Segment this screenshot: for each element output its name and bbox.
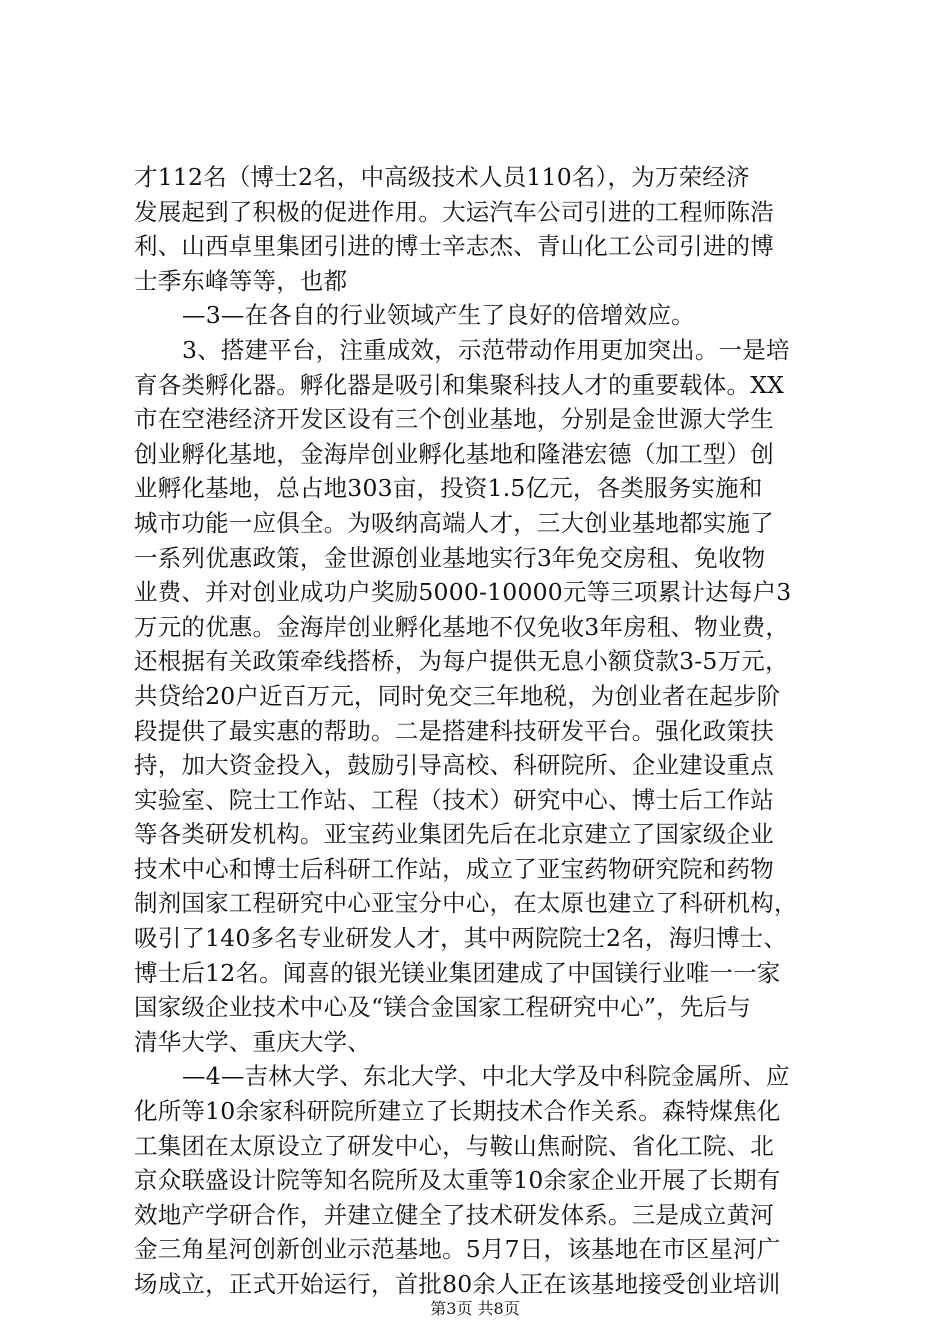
text-line: 万元的优惠。金海岸创业孵化基地不仅免收3年房租、物业费，: [134, 612, 790, 641]
text-line: 3、搭建平台，注重成效，示范带动作用更加突出。一是培: [182, 335, 790, 364]
text-line: 清华大学、重庆大学、: [134, 1027, 371, 1056]
text-line: —3—在各自的行业领域产生了良好的倍增效应。: [182, 301, 695, 330]
text-line: 才112名（博士2名，中高级技术人员110名），为万荣经济: [134, 163, 750, 191]
text-line: 场成立，正式开始运行，首批80余人正在该基地接受创业培训: [134, 1270, 781, 1298]
text-line: 市在空港经济开发区设有三个创业基地，分别是金世源大学生: [134, 405, 774, 434]
text-line: 育各类孵化器。孵化器是吸引和集聚科技人才的重要载体。XX: [134, 370, 785, 399]
text-line: 业费、并对创业成功户奖励5000-10000元等三项累计达每户3: [134, 578, 792, 607]
text-line: 实验室、院士工作站、工程（技术）研究中心、博士后工作站: [134, 785, 774, 814]
page-footer: 第3页 共8页: [430, 1299, 520, 1318]
text-line: 技术中心和博士后科研工作站，成立了亚宝药物研究院和药物: [134, 854, 774, 883]
text-line: 持，加大资金投入，鼓励引导高校、科研院所、企业建设重点: [134, 751, 774, 780]
text-line: 城市功能一应俱全。为吸纳高端人才，三大创业基地都实施了: [134, 508, 774, 537]
text-line: 效地产学研合作，并建立健全了技术研发体系。三是成立黄河: [134, 1200, 774, 1229]
text-line: 等各类研发机构。亚宝药业集团先后在北京建立了国家级企业: [134, 820, 774, 849]
text-line: 一系列优惠政策，金世源创业基地实行3年免交房租、免收物: [134, 543, 766, 572]
text-line: 共贷给20户近百万元，同时免交三年地税，为创业者在起步阶: [134, 681, 781, 710]
text-line: 化所等10余家科研院所建立了长期技术合作关系。森特煤焦化: [134, 1097, 781, 1126]
text-line: 博士后12名。闻喜的银光镁业集团建成了中国镁行业唯一一家: [134, 958, 781, 987]
text-line: 士季东峰等等，也都: [134, 266, 348, 295]
text-line: 国家级企业技术中心及“镁合金国家工程研究中心”，先后与: [134, 993, 751, 1022]
text-line: 段提供了最实惠的帮助。二是搭建科技研发平台。强化政策扶: [134, 716, 774, 745]
text-line: 京众联盛设计院等知名院所及太重等10余家企业开展了长期有: [134, 1166, 781, 1195]
text-line: 工集团在太原设立了研发中心，与鞍山焦耐院、省化工院、北: [134, 1131, 774, 1160]
text-line: 吸引了140多名专业研发人才，其中两院院士2名，海归博士、: [134, 924, 788, 953]
text-line: 制剂国家工程研究中心亚宝分中心，在太原也建立了科研机构，: [134, 889, 798, 918]
document-body: [134, 160, 824, 1302]
text-line: 创业孵化基地，金海岸创业孵化基地和隆港宏德（加工型）创: [134, 439, 774, 468]
text-line: 金三角星河创新创业示范基地。5月7日，该基地在市区星河广: [134, 1235, 781, 1264]
text-line: 利、山西卓里集团引进的博士辛志杰、青山化工公司引进的博: [134, 232, 774, 261]
text-line: 发展起到了积极的促进作用。大运汽车公司引进的工程师陈浩: [134, 197, 774, 226]
text-line: —4—吉林大学、东北大学、中北大学及中科院金属所、应: [182, 1062, 790, 1091]
text-line: 业孵化基地，总占地303亩，投资1.5亿元，各类服务实施和: [134, 474, 763, 503]
text-line: 还根据有关政策牵线搭桥，为每户提供无息小额贷款3-5万元，: [134, 647, 789, 676]
